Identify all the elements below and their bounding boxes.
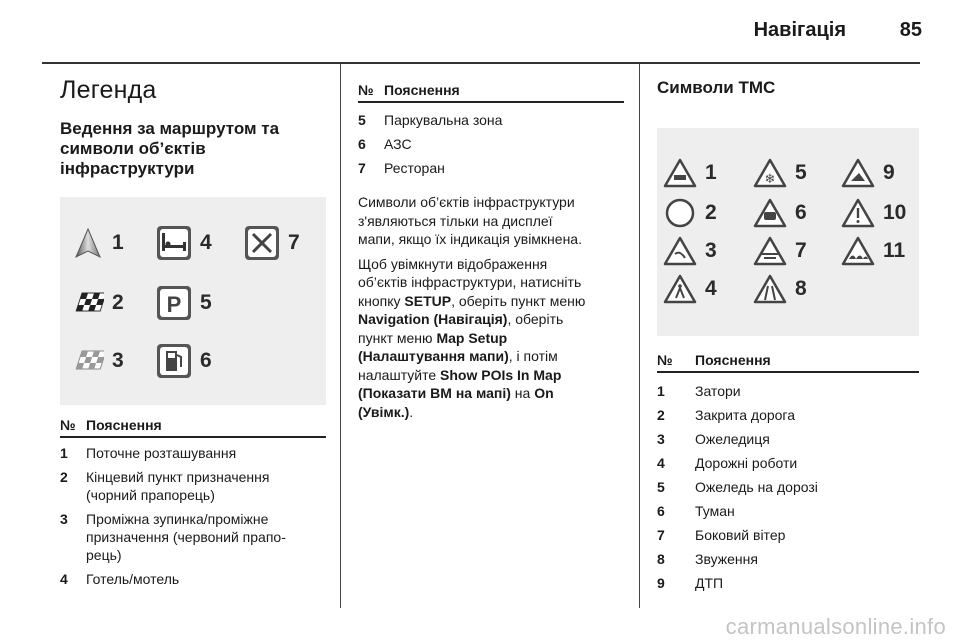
table-header-number: № (60, 417, 76, 433)
section-title: Легенда (60, 76, 157, 104)
tmc-legend-item (663, 158, 717, 188)
table-row (657, 382, 919, 400)
row-text-line: (чорний прапорець) (86, 487, 215, 503)
paragraph-line: Щоб увімкнути відображення (358, 255, 548, 272)
row-text: Ресторан (384, 160, 445, 176)
row-text-line: призначення (червоний прапо- (86, 529, 286, 545)
column-middle (358, 82, 624, 421)
side-wind-icon (753, 236, 787, 266)
row-number: 5 (358, 112, 366, 128)
row-number: 9 (657, 575, 665, 591)
paragraph-text: , оберіть пункт меню (451, 292, 586, 309)
table-row (657, 406, 919, 424)
poi-legend-number: 3 (112, 349, 124, 372)
gas-station-icon (156, 343, 192, 379)
table-row (657, 526, 919, 544)
paragraph-text: , оберіть (507, 311, 564, 327)
black-flag-icon (72, 287, 104, 319)
menu-ref-show-pois: Show POIs In Map (440, 366, 562, 383)
tmc-legend-number: 4 (705, 277, 717, 300)
poi-legend-number: 1 (112, 231, 124, 254)
tmc-legend-item (663, 274, 717, 304)
page-number: 85 (899, 19, 922, 41)
red-flag-icon (72, 345, 104, 377)
tmc-legend-number: 11 (883, 239, 906, 262)
restaurant-icon (244, 225, 280, 261)
icy-road-icon (753, 158, 787, 188)
table-header-description: Пояснення (695, 352, 771, 368)
table-row (657, 550, 919, 568)
table-row (358, 159, 624, 177)
menu-ref-navigation: Navigation (Навігація) (358, 311, 508, 327)
table-header-number: № (657, 352, 673, 368)
row-number: 8 (657, 551, 665, 567)
row-text-line: Проміжна зупинка/проміжне (86, 511, 269, 527)
row-number: 2 (657, 407, 665, 423)
watermark: carmanualsonline.info (725, 614, 946, 639)
row-number: 4 (657, 455, 665, 471)
poi-legend-item (156, 343, 212, 379)
poi-legend-number: 7 (288, 231, 300, 254)
option-ref-on: On (534, 385, 554, 401)
paragraph-line: об’єктів інфраструктури, натисніть (358, 274, 582, 290)
tmc-legend-number: 1 (705, 161, 717, 184)
tmc-legend-number: 8 (795, 277, 807, 300)
row-text-line: Готель/мотель (86, 571, 180, 587)
tmc-legend-item (663, 198, 717, 228)
row-text (86, 510, 326, 564)
row-text-line: Кінцевий пункт призначення (86, 469, 270, 485)
paragraph-text: пункт меню (358, 329, 437, 346)
row-text: ДТП (695, 575, 724, 591)
option-ref-on: (Увімк.) (358, 403, 410, 420)
parking-icon (156, 285, 192, 321)
poi-legend-item (72, 287, 124, 319)
row-text: Паркувальна зона (384, 112, 503, 128)
row-number: 7 (358, 160, 366, 176)
road-closed-icon (663, 198, 697, 228)
subsection-title: Ведення за маршрутом та символи об’єктів інфраструктури (60, 119, 280, 178)
row-text-line: Поточне розташування (86, 445, 237, 461)
row-text-line: рець) (86, 547, 122, 563)
row-number: 6 (657, 503, 665, 519)
table-row (657, 478, 919, 496)
row-text: Боковий вітер (695, 527, 786, 543)
row-number: 1 (60, 445, 68, 461)
table-header (358, 82, 624, 103)
tmc-legend-item (841, 198, 906, 228)
setup-button-ref: SETUP (404, 292, 452, 309)
poi-icon-legend (60, 197, 326, 405)
paragraph-text: на (510, 385, 535, 401)
uneven-road-icon (841, 236, 875, 266)
table-row (60, 510, 326, 564)
table-header-description: Пояснення (384, 82, 460, 98)
table-header (60, 417, 326, 438)
row-text: Туман (695, 503, 735, 519)
table-header-number: № (358, 82, 374, 98)
tmc-legend-number: 7 (795, 239, 807, 262)
table-row (60, 468, 326, 504)
fog-icon (753, 198, 787, 228)
header-divider (42, 62, 920, 64)
road-narrowing-icon (753, 274, 787, 304)
row-text: Звуження (695, 551, 758, 567)
paragraph-enable-poi (358, 255, 624, 422)
row-number: 5 (657, 479, 665, 495)
tmc-legend-number: 10 (883, 201, 907, 224)
page-header-title: Навігація (753, 19, 846, 41)
paragraph-line: мапи, якщо їх індикація увімкнена. (358, 231, 582, 247)
poi-legend-table (60, 417, 326, 588)
column-right (657, 70, 919, 592)
tmc-legend-item (753, 236, 807, 266)
paragraph-line: з'являються тільки на дисплеї (358, 212, 553, 229)
tmc-legend-number: 2 (705, 201, 717, 224)
tmc-legend-table (657, 352, 919, 592)
tmc-legend-item (753, 158, 807, 188)
current-position-arrow-icon (72, 227, 104, 259)
hotel-bed-icon (156, 225, 192, 261)
paragraph-text: . (409, 403, 414, 420)
paragraph-text: кнопку (358, 292, 405, 309)
table-row (657, 502, 919, 520)
page-header (0, 0, 960, 52)
row-text (86, 468, 326, 504)
tmc-section-title: Символи TMC (657, 78, 776, 97)
menu-ref-map-setup: (Налаштування мапи) (358, 348, 509, 364)
column-divider (639, 64, 640, 608)
tmc-legend-number: 3 (705, 239, 717, 262)
row-number: 4 (60, 571, 68, 587)
tmc-icon-legend (657, 128, 919, 336)
poi-legend-number: 6 (200, 349, 212, 372)
paragraph-text: налаштуйте (358, 366, 441, 383)
poi-legend-item (156, 285, 212, 321)
table-row (358, 135, 624, 153)
table-row (657, 430, 919, 448)
accident-icon (841, 158, 875, 188)
tmc-legend-item (841, 236, 905, 266)
column-left (60, 70, 326, 588)
menu-ref-map-setup: Map Setup (436, 329, 508, 346)
row-text: Ожеледиця (695, 431, 770, 447)
tmc-legend-item (663, 236, 717, 266)
row-number: 2 (60, 469, 68, 485)
paragraph-line: Символи об’єктів інфраструктури (358, 194, 575, 210)
table-header-description: Пояснення (86, 417, 162, 433)
row-number: 3 (60, 511, 68, 527)
tmc-legend-item (841, 158, 895, 188)
row-text: Дорожні роботи (695, 455, 798, 471)
tmc-legend-item (753, 198, 807, 228)
column-divider (340, 64, 341, 608)
poi-legend-item (72, 345, 124, 377)
row-number: 6 (358, 136, 366, 152)
tmc-legend-number: 5 (795, 161, 807, 184)
general-warning-icon (841, 198, 875, 228)
svg-text:P: P (166, 292, 182, 317)
table-row (358, 111, 624, 129)
svg-text:❄: ❄ (764, 172, 776, 187)
roadworks-icon (663, 274, 697, 304)
table-row (657, 454, 919, 472)
paragraph-text: , і потім (508, 348, 558, 364)
paragraph-poi-display (358, 193, 624, 249)
poi-legend-number: 2 (112, 291, 124, 314)
tmc-legend-number: 6 (795, 201, 807, 224)
tmc-legend-number: 9 (883, 161, 895, 184)
poi-legend-item (72, 227, 124, 259)
table-row (60, 570, 326, 588)
row-text: АЗС (384, 136, 412, 152)
row-text: Закрита дорога (695, 407, 796, 423)
poi-legend-item (244, 225, 300, 261)
table-row (657, 574, 919, 592)
row-text (86, 570, 326, 588)
ice-icon (663, 236, 697, 266)
table-row (60, 444, 326, 462)
row-number: 1 (657, 383, 665, 399)
table-header (657, 352, 919, 373)
row-text (86, 444, 326, 462)
tmc-legend-item (753, 274, 807, 304)
poi-legend-number: 5 (200, 291, 212, 314)
menu-ref-show-pois: (Показати ВМ на мапі) (358, 385, 511, 401)
row-text: Ожеледь на дорозі (695, 479, 818, 495)
poi-legend-item (156, 225, 212, 261)
row-number: 3 (657, 431, 665, 447)
row-number: 7 (657, 527, 665, 543)
poi-legend-table-continued (358, 82, 624, 177)
traffic-jam-icon (663, 158, 697, 188)
row-text: Затори (695, 383, 741, 399)
poi-legend-number: 4 (200, 231, 212, 254)
